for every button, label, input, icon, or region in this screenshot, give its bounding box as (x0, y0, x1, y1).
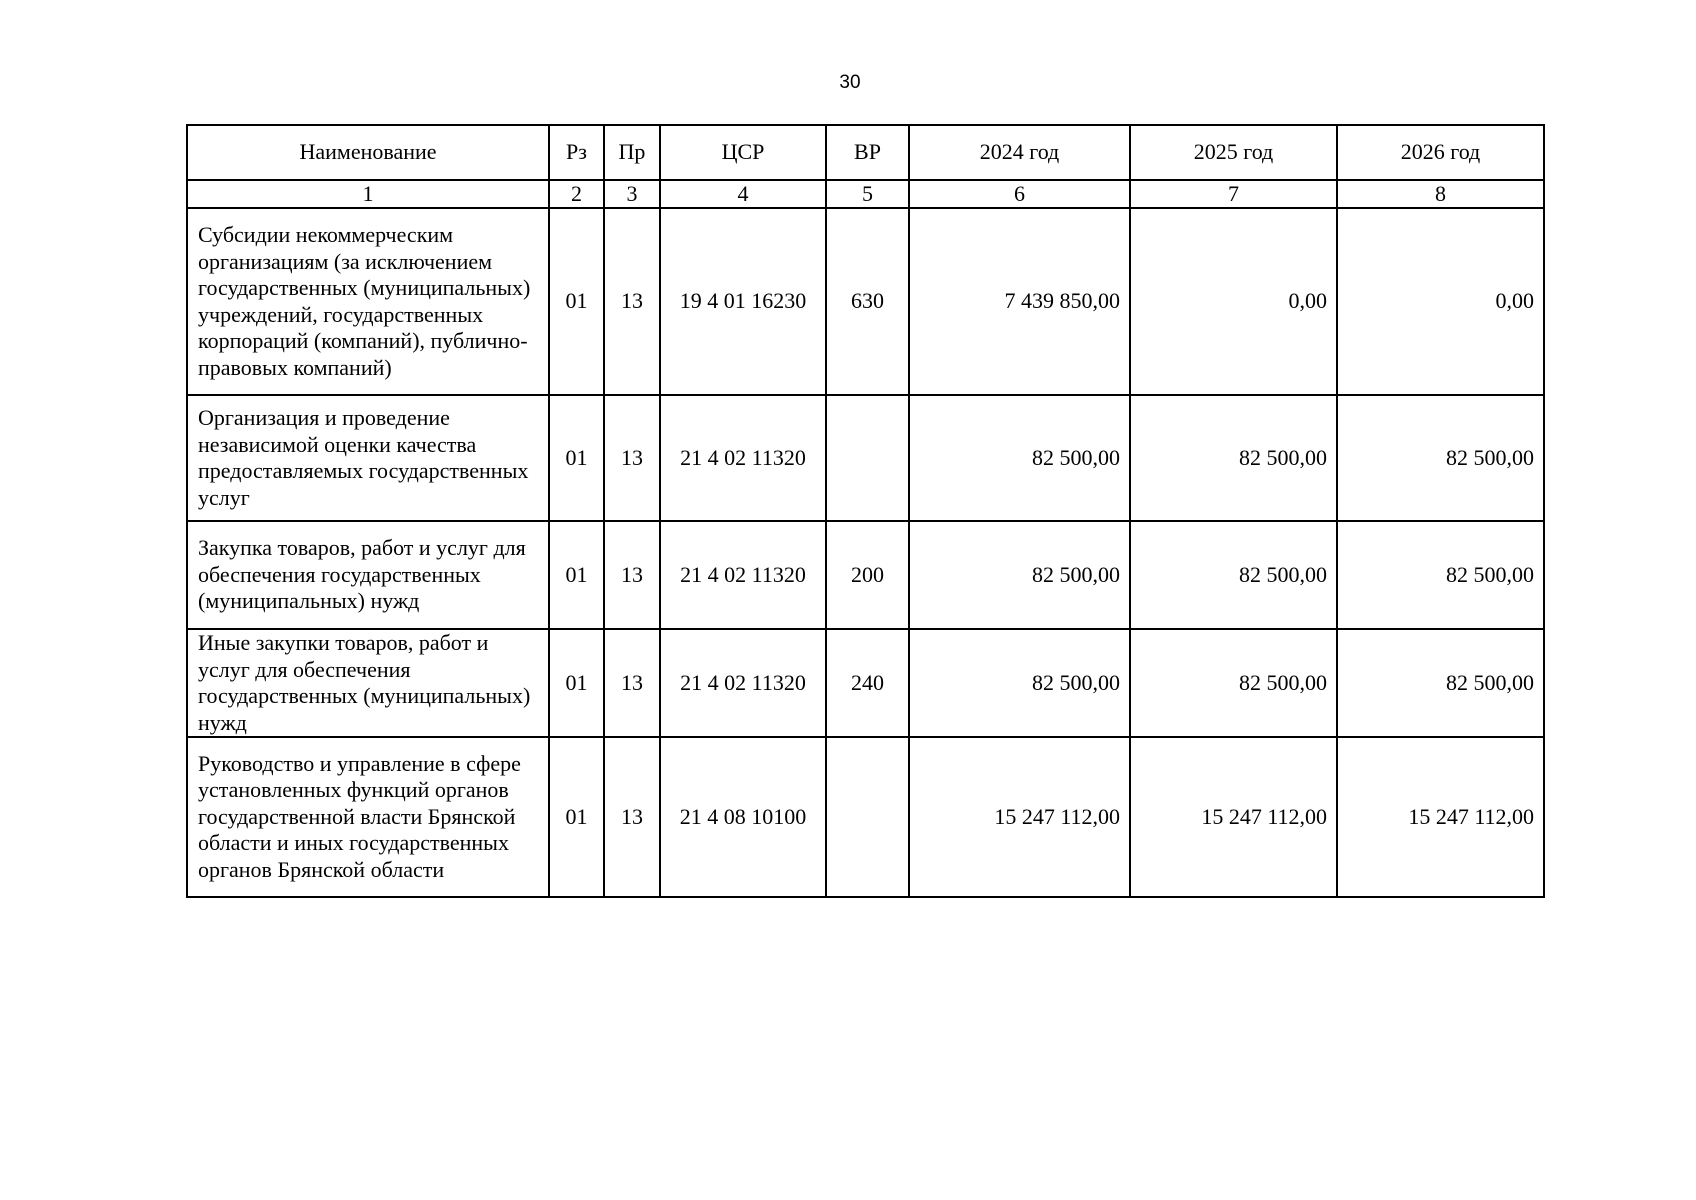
row-vr (826, 395, 909, 521)
row-2025: 0,00 (1130, 208, 1337, 395)
row-2025: 15 247 112,00 (1130, 737, 1337, 897)
row-2024: 82 500,00 (909, 395, 1130, 521)
row-2026: 82 500,00 (1337, 521, 1544, 629)
column-number: 1 (187, 180, 549, 208)
header-name: Наименование (187, 125, 549, 180)
row-2024: 15 247 112,00 (909, 737, 1130, 897)
row-2025: 82 500,00 (1130, 395, 1337, 521)
row-csr: 21 4 02 11320 (660, 629, 826, 737)
row-pr: 13 (604, 521, 660, 629)
row-2024: 7 439 850,00 (909, 208, 1130, 395)
header-csr: ЦСР (660, 125, 826, 180)
row-vr: 630 (826, 208, 909, 395)
row-2024: 82 500,00 (909, 521, 1130, 629)
row-pr: 13 (604, 629, 660, 737)
table-row (187, 208, 1544, 395)
row-rz: 01 (549, 629, 604, 737)
header-2025: 2025 год (1130, 125, 1337, 180)
header-2024: 2024 год (909, 125, 1130, 180)
header-rz: Рз (549, 125, 604, 180)
row-rz: 01 (549, 395, 604, 521)
row-name: Иные закупки товаров, работ и услуг для обеспечения государственных (муниципальных) нужд (187, 629, 549, 737)
row-name: Руководство и управление в сфере установленных функций органов государственной власти Брянской области и иных государственных органов Брянской области (187, 737, 549, 897)
row-vr: 200 (826, 521, 909, 629)
row-2026: 82 500,00 (1337, 395, 1544, 521)
row-csr: 19 4 01 16230 (660, 208, 826, 395)
column-number: 5 (826, 180, 909, 208)
table-row (187, 521, 1544, 629)
row-vr: 240 (826, 629, 909, 737)
row-pr: 13 (604, 737, 660, 897)
row-2024: 82 500,00 (909, 629, 1130, 737)
table-row (187, 629, 1544, 737)
row-name: Закупка товаров, работ и услуг для обеспечения государственных (муниципальных) нужд (187, 521, 549, 629)
row-pr: 13 (604, 395, 660, 521)
column-number: 4 (660, 180, 826, 208)
row-vr (826, 737, 909, 897)
column-number-row (187, 180, 1544, 208)
column-number: 6 (909, 180, 1130, 208)
row-name: Субсидии некоммерческим организациям (за исключением государственных (муниципальных) учреждений, государственных корпораций (компаний), публично-правовых компаний) (187, 208, 549, 395)
row-csr: 21 4 02 11320 (660, 395, 826, 521)
row-name: Организация и проведение независимой оценки качества предоставляемых государственных услуг (187, 395, 549, 521)
row-2026: 82 500,00 (1337, 629, 1544, 737)
row-2025: 82 500,00 (1130, 629, 1337, 737)
row-rz: 01 (549, 521, 604, 629)
column-number: 8 (1337, 180, 1544, 208)
header-pr: Пр (604, 125, 660, 180)
row-rz: 01 (549, 737, 604, 897)
row-2025: 82 500,00 (1130, 521, 1337, 629)
column-number: 3 (604, 180, 660, 208)
header-row (187, 125, 1544, 180)
page-number: 30 (839, 72, 861, 93)
header-vr: ВР (826, 125, 909, 180)
budget-table (186, 124, 1545, 898)
row-csr: 21 4 08 10100 (660, 737, 826, 897)
row-pr: 13 (604, 208, 660, 395)
row-2026: 0,00 (1337, 208, 1544, 395)
table-row (187, 395, 1544, 521)
column-number: 7 (1130, 180, 1337, 208)
row-2026: 15 247 112,00 (1337, 737, 1544, 897)
row-rz: 01 (549, 208, 604, 395)
table-row (187, 737, 1544, 897)
header-2026: 2026 год (1337, 125, 1544, 180)
column-number: 2 (549, 180, 604, 208)
row-csr: 21 4 02 11320 (660, 521, 826, 629)
